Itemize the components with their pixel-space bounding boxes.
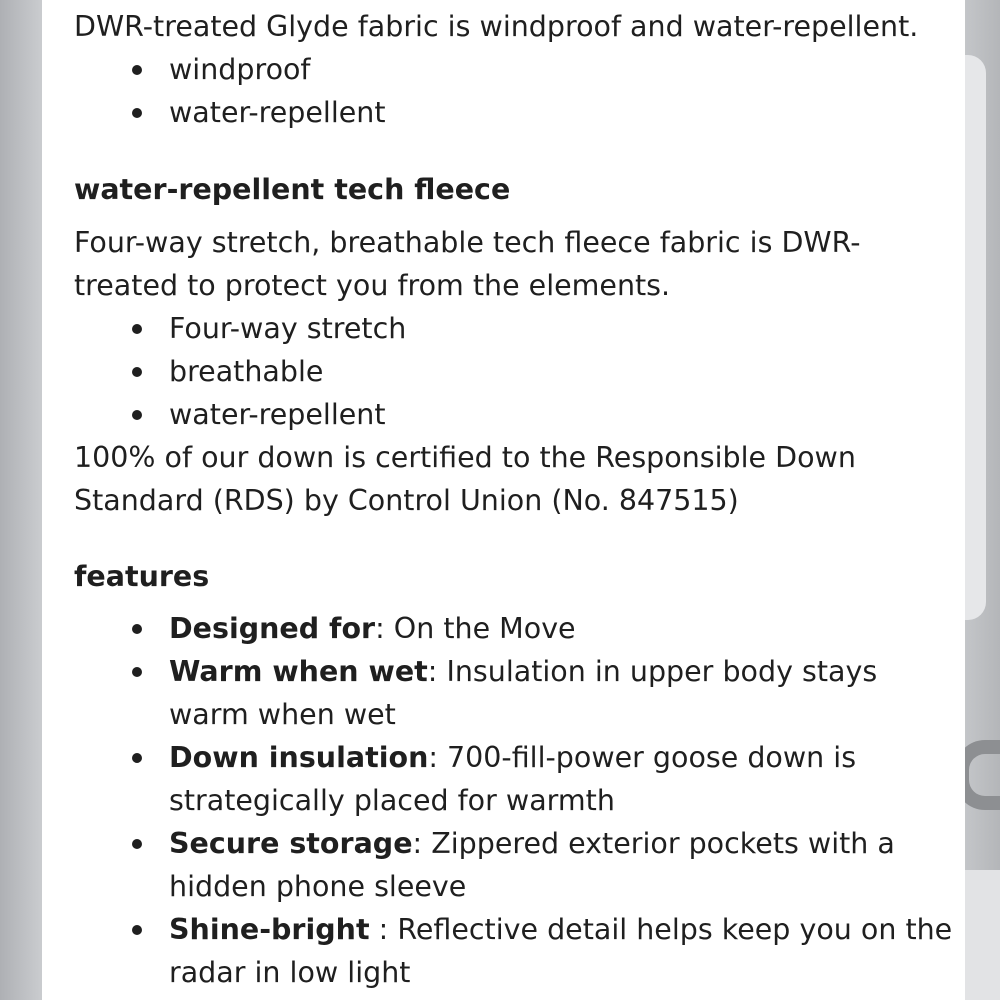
feature-text: On the Move xyxy=(393,612,576,645)
intro-section xyxy=(74,5,954,134)
bullet-icon xyxy=(132,65,142,75)
features-list xyxy=(74,607,954,994)
feature-label: Secure storage xyxy=(169,827,413,860)
product-details-sheet[interactable] xyxy=(42,0,965,1000)
features-section xyxy=(74,555,954,598)
list-item: water-repellent xyxy=(74,393,954,436)
feature-text: 700-fill-power goose down is strategically placed for warmth xyxy=(169,741,857,817)
list-item: breathable xyxy=(74,350,954,393)
fleece-text: Four-way stretch, breathable tech fleece fabric is DWR-treated to protect you from the elements. xyxy=(74,226,861,302)
list-item: Warm when wet: Insulation in upper body stays warm when wet xyxy=(74,650,954,736)
feature-text: Reflective detail helps keep you on the radar in low light xyxy=(169,913,953,989)
features-body xyxy=(74,607,954,994)
feature-label: Shine-bright xyxy=(169,913,370,946)
feature-label: Warm when wet xyxy=(169,655,428,688)
bullet-icon xyxy=(132,925,142,935)
fleece-section xyxy=(74,168,954,211)
bullet-icon xyxy=(132,108,142,118)
fleece-heading: water-repellent tech fleece xyxy=(74,173,511,206)
list-item: windproof xyxy=(74,48,954,91)
bullet-icon xyxy=(132,839,142,849)
list-item: Down insulation: 700-fill-power goose down is strategically placed for warmth xyxy=(74,736,954,822)
bullet-icon xyxy=(132,367,142,377)
bullet-icon xyxy=(132,410,142,420)
list-item: Designed for: On the Move xyxy=(74,607,954,650)
list-item: water-repellent xyxy=(74,91,954,134)
fleece-body xyxy=(74,221,954,522)
bullet-icon xyxy=(132,324,142,334)
bullet-icon xyxy=(132,624,142,634)
list-item: Four-way stretch xyxy=(74,307,954,350)
features-heading: features xyxy=(74,560,210,593)
intro-bullet-list xyxy=(74,48,954,134)
fleece-bullet-list xyxy=(74,307,954,436)
down-certification-note: 100% of our down is certified to the Responsible Down Standard (RDS) by Control Union (No. 847515) xyxy=(74,441,856,517)
bullet-icon xyxy=(132,753,142,763)
feature-text: Zippered exterior pockets with a hidden phone sleeve xyxy=(169,827,895,903)
feature-label: Down insulation xyxy=(169,741,429,774)
list-item: Secure storage: Zippered exterior pockets with a hidden phone sleeve xyxy=(74,822,954,908)
feature-text: Insulation in upper body stays warm when wet xyxy=(169,655,878,731)
intro-text: DWR-treated Glyde fabric is windproof and water-repellent. xyxy=(74,10,919,43)
feature-label: Designed for xyxy=(169,612,376,645)
list-item: Shine-bright : Reflective detail helps keep you on the radar in low light xyxy=(74,908,954,994)
bullet-icon xyxy=(132,667,142,677)
